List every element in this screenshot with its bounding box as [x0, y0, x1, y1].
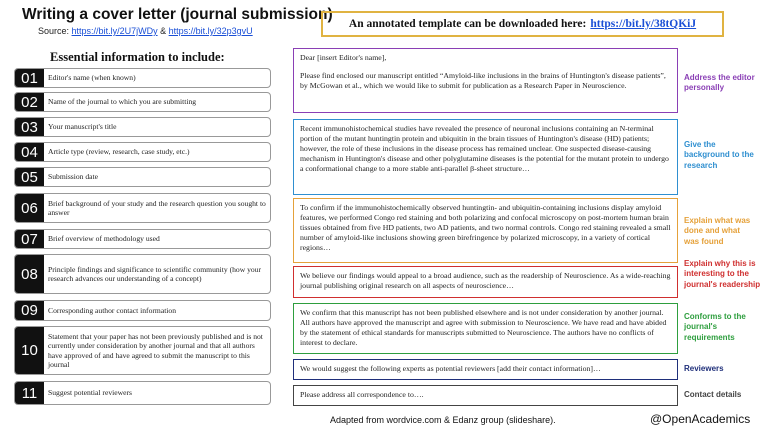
- letter-section: [293, 359, 678, 380]
- checklist-item: [14, 229, 271, 249]
- annotation-label: Explain why this is interesting to the journal's readership: [684, 259, 761, 289]
- annotation-label: Give the background to the research: [684, 140, 754, 170]
- source-prefix: Source:: [38, 26, 70, 36]
- item-number: 10: [15, 327, 44, 374]
- checklist-item: [14, 117, 271, 137]
- page-title: Writing a cover letter (journal submission): [22, 6, 333, 23]
- item-number: 04: [15, 143, 44, 161]
- letter-section: [293, 385, 678, 406]
- source-amp: &: [160, 26, 167, 36]
- item-text: Brief overview of methodology used: [48, 234, 160, 244]
- item-text: Principle findings and significance to scientific community (how your research advances our understanding of a concept): [48, 264, 261, 283]
- item-number: 05: [15, 168, 44, 186]
- checklist-item: [14, 142, 271, 162]
- social-handle: @OpenAcademics: [650, 412, 751, 426]
- checklist-item: [14, 193, 271, 223]
- letter-text: We confirm that this manuscript has not been published elsewhere and is not under consideration by another journal. All authors have approved the manuscript and agree with submission to Neuroscience. We have read and have abided by the statement of ethical standards for manuscripts submitted to Neuroscience. The authors have no conflicts of interest to declare.: [300, 308, 667, 347]
- annotation-label: Contact details: [684, 390, 742, 399]
- template-banner: [321, 11, 724, 37]
- item-number: 09: [15, 301, 44, 320]
- letter-text: Recent immunohistochemical studies have revealed the presence of neuronal inclusions containing an N-terminal portion of the mutant huntingtin protein and ubiquitin in the brain tissues of Huntington's disease (HD) patients; however, the role of these inclusions in the disease process has remained unclear. One suspected disease-causing mechanism in Huntington's disease and other polyglutamine diseases is the potential for the mutant protein to undergo a conformational change to a more stable anti-parallel β-sheet structure…: [300, 124, 669, 173]
- checklist-item: [14, 167, 271, 187]
- item-text: Article type (review, research, case study, etc.): [48, 147, 190, 157]
- letter-text: Please address all correspondence to….: [300, 390, 424, 399]
- item-text: Statement that your paper has not been previously published and is not currently under consideration by another journal and that all authors have approved of and have agreed to submit the manuscript to this journal: [48, 332, 263, 369]
- checklist-item: [14, 326, 271, 375]
- source-line: [38, 26, 253, 36]
- item-number: 01: [15, 69, 44, 87]
- essential-heading: Essential information to include:: [50, 50, 225, 64]
- item-number: 07: [15, 230, 44, 248]
- item-text: Editor's name (when known): [48, 73, 136, 83]
- letter-section: [293, 266, 678, 298]
- item-text: Your manuscript's title: [48, 122, 117, 132]
- letter-section: [293, 303, 678, 354]
- item-number: 02: [15, 93, 44, 111]
- item-number: 03: [15, 118, 44, 136]
- item-text: Suggest potential reviewers: [48, 388, 132, 398]
- item-text: Corresponding author contact information: [48, 305, 177, 315]
- item-text: Name of the journal to which you are submitting: [48, 97, 197, 107]
- item-number: 06: [15, 194, 44, 222]
- letter-section: [293, 48, 678, 113]
- source-link-2[interactable]: https://bit.ly/32p3gvU: [168, 26, 253, 36]
- footer-credit: Adapted from wordvice.com & Edanz group (slideshare).: [330, 415, 556, 425]
- annotation-label: Reviewers: [684, 364, 724, 373]
- annotation-label: Address the editor personally: [684, 73, 755, 93]
- checklist-item: [14, 381, 271, 405]
- letter-text: To confirm if the immunohistochemically observed huntingtin- and ubiquitin-containing inclusions display amyloid features, we performed Congo red staining and both polarizing and confocal microscopy on post-mortem human brain tissues obtained from five HD patients, two AD patients, and two normal controls. Congo red staining revealed a small number of amyloid-like inclusions showing green birefringence by polarized microscopy, in a variety of cortical regions…: [300, 203, 671, 252]
- checklist-item: [14, 300, 271, 321]
- letter-salutation: Dear [insert Editor's name],: [300, 53, 387, 62]
- checklist-item: [14, 254, 271, 294]
- letter-text: We believe our findings would appeal to a broad audience, such as the readership of Neuroscience. As a wide-reaching journal publishing original research on all aspects of neuroscience…: [300, 271, 671, 290]
- item-text: Brief background of your study and the research question you sought to answer: [48, 198, 266, 217]
- template-link[interactable]: https://bit.ly/38tQKiJ: [590, 18, 697, 30]
- checklist-item: [14, 92, 271, 112]
- annotation-label: Explain what was done and what was found: [684, 216, 751, 246]
- checklist-item: [14, 68, 271, 88]
- letter-section: [293, 119, 678, 195]
- letter-section: [293, 198, 678, 263]
- item-number: 11: [15, 382, 44, 404]
- source-link-1[interactable]: https://bit.ly/2U7jWDy: [71, 26, 158, 36]
- item-text: Submission date: [48, 172, 98, 182]
- banner-text: An annotated template can be downloaded here:: [348, 18, 587, 30]
- letter-text: Please find enclosed our manuscript entitled “Amyloid-like inclusions in the brains of Huntington's disease patients”, by McGowan et al., which we would like to submit for publication as a Research Paper in Neuroscience.: [300, 70, 666, 90]
- letter-text: We would suggest the following experts as potential reviewers [add their contact information]…: [300, 364, 601, 373]
- item-number: 08: [15, 255, 44, 293]
- annotation-label: Conforms to the journal's requirements: [684, 312, 746, 342]
